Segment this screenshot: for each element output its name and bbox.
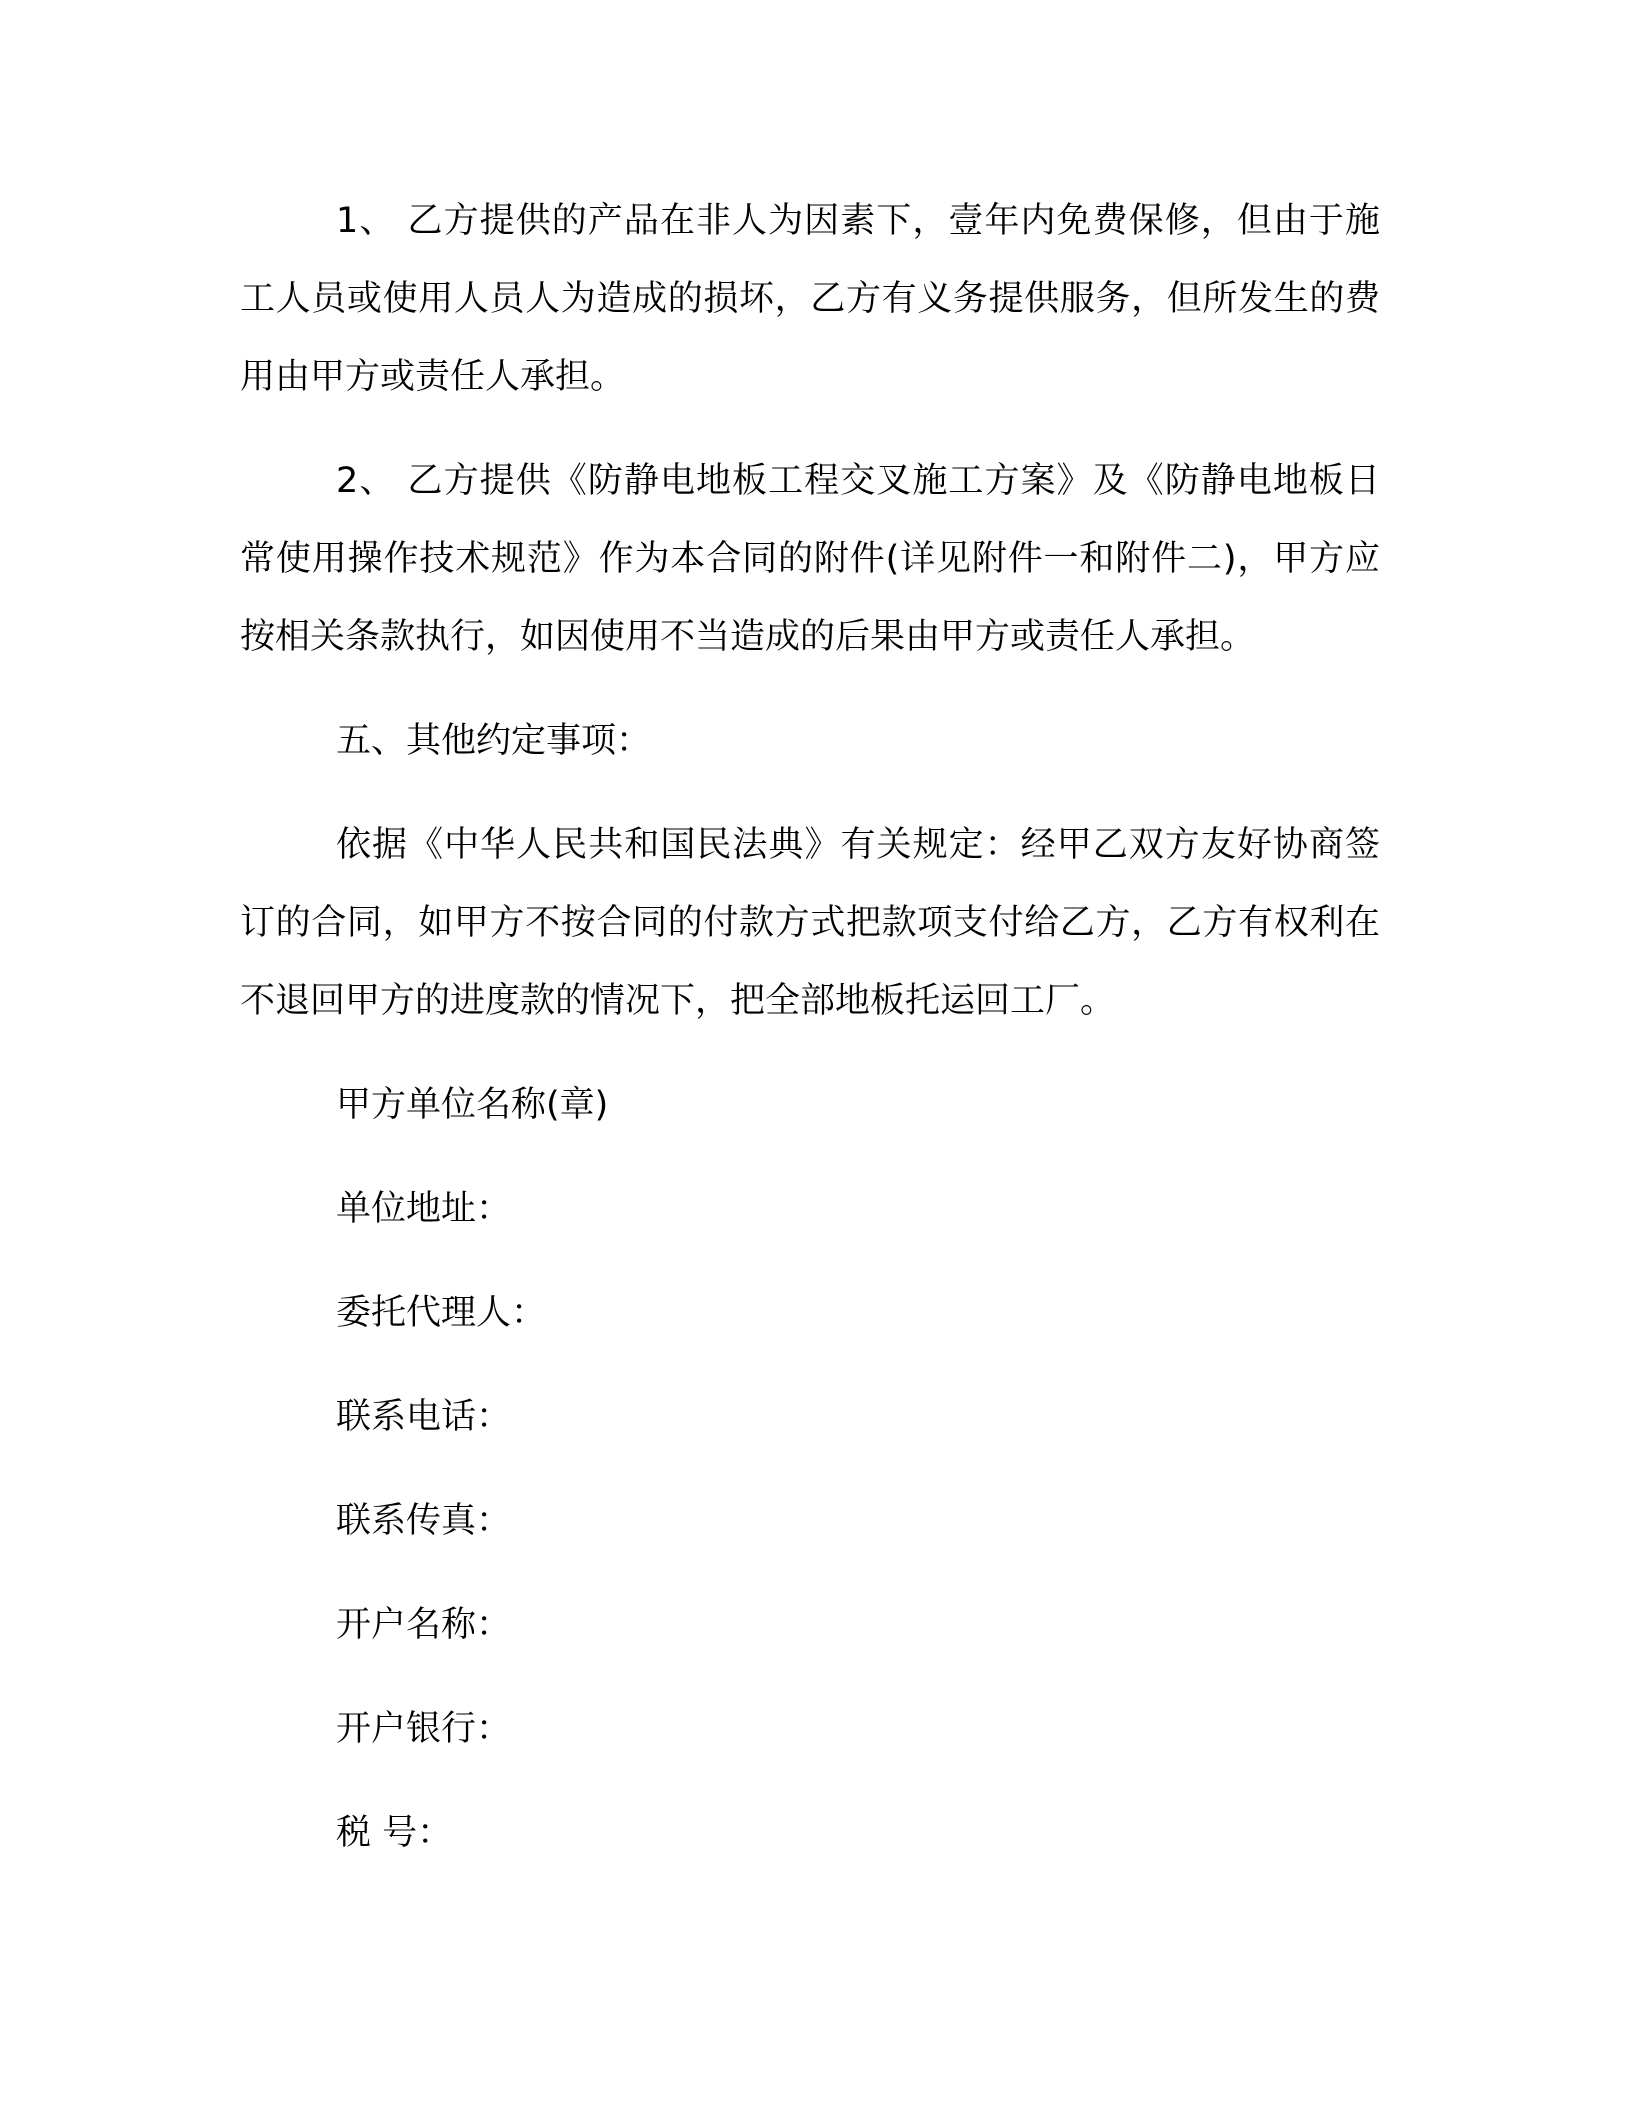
document-body (240, 182, 1380, 1898)
field-tax-number: 税 号： (336, 1813, 453, 1853)
field-address: 单位地址： (336, 1189, 512, 1229)
clause-1: 1、 乙方提供的产品在非人为因素下，壹年内免费保修，但由于施工人员或使用人员人为造成的损坏，乙方有义务提供服务，但所发生的费用由甲方或责任人承担。 (240, 201, 1380, 397)
field-phone: 联系电话： (336, 1397, 512, 1437)
field-bank: 开户银行： (336, 1709, 512, 1749)
section-heading-other-terms: 五、其他约定事项： (336, 721, 652, 761)
legal-basis-paragraph: 依据《中华人民共和国民法典》有关规定：经甲乙双方友好协商签订的合同，如甲方不按合同的付款方式把款项支付给乙方，乙方有权利在不退回甲方的进度款的情况下，把全部地板托运回工厂。 (240, 825, 1380, 1021)
field-fax: 联系传真： (336, 1501, 512, 1541)
field-party-a-name: 甲方单位名称(章) (336, 1085, 609, 1125)
field-account-name: 开户名称： (336, 1605, 512, 1645)
field-agent: 委托代理人： (336, 1293, 547, 1333)
clause-2: 2、 乙方提供《防静电地板工程交叉施工方案》及《防静电地板日常使用操作技术规范》作为本合同的附件(详见附件一和附件二)，甲方应按相关条款执行，如因使用不当造成的后果由甲方或责任人承担。 (240, 461, 1380, 657)
